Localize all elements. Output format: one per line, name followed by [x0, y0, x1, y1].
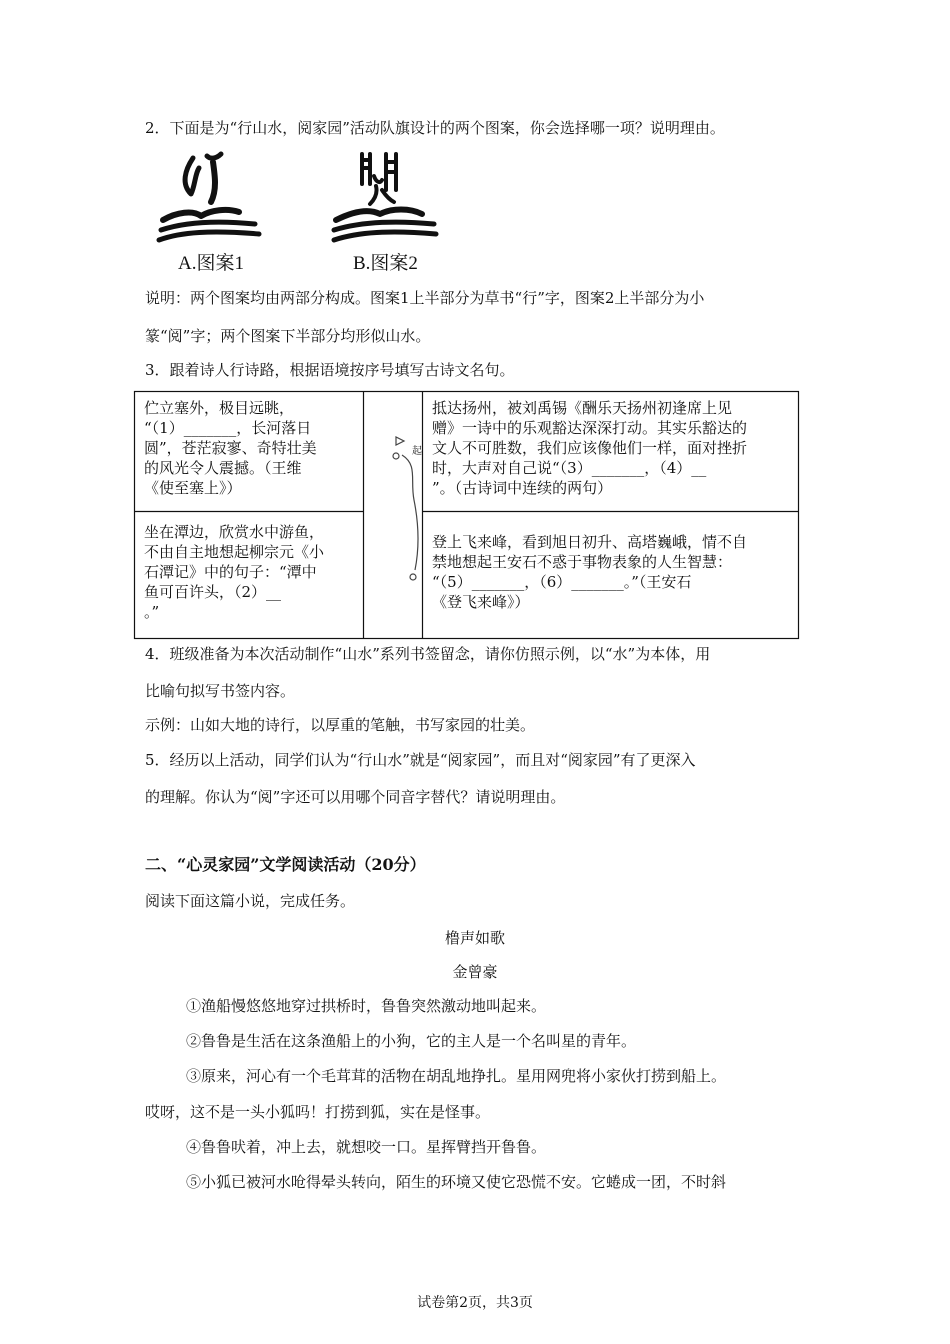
table-cell-2: 抵达扬州，被刘禹锡《酬乐天扬州初逢席上见 赠》一诗中的乐观豁达深深打动。其实乐豁达的 文人不可胜数，我们应该像他们一样，面对挫折 时，大声对自己说“（3）_______，（4）__ ”。（古诗词中连续的两句） [432, 399, 748, 497]
route-map-icon [393, 437, 418, 580]
story-paragraph-2: ②鲁鲁是生活在这条渔船上的小狗，它的主人是一个名叫星的青年。 [186, 1032, 637, 1050]
q2-text: 2．下面是为“行山水，阅家园”活动队旗设计的两个图案，你会选择哪一项？说明理由。 [145, 119, 725, 137]
story-paragraph-1: ①渔船慢悠悠地穿过拱桥时，鲁鲁突然激动地叫起来。 [186, 997, 547, 1015]
section-2-intro: 阅读下面这篇小说，完成任务。 [145, 892, 356, 910]
story-author: 金曾豪 [452, 963, 498, 981]
q4-line1: 4．班级准备为本次活动制作“山水”系列书签留念，请你仿照示例，以“水”为本体，用 [145, 645, 711, 663]
table-cell-3: 坐在潭边，欣赏水中游鱼， 不由自主地想起柳宗元《小 石潭记》中的句子：“潭中 鱼可百许头，（2）__ 。” [144, 523, 325, 621]
q4-line2: 比喻句拟写书签内容。 [145, 682, 296, 700]
q5-line2: 的理解。你认为“阅”字还可以用哪个同音字替代？请说明理由。 [145, 788, 566, 806]
story-paragraph-4: ④鲁鲁吠着，冲上去，就想咬一口。星挥臂挡开鲁鲁。 [186, 1138, 547, 1156]
q2-explain-line1: 说明：两个图案均由两部分构成。图案1上半部分为草书“行”字，图案2上半部分为小 [145, 289, 705, 307]
pattern-b-label: B.图案2 [353, 253, 418, 274]
table-cell-1: 伫立塞外，极目远眺， “（1）_______，长河落日 圆”，苍茫寂寥、奇特壮美 的风光令人震撼。（王维 《使至塞上》） [144, 399, 317, 497]
pattern-a-label: A.图案1 [178, 253, 244, 274]
story-paragraph-3-cont: 哎呀，这不是一头小狐吗！打捞到狐，实在是怪事。 [145, 1103, 491, 1121]
q2-explain-line2: 篆“阅”字；两个图案下半部分均形似山水。 [145, 327, 431, 345]
q3-text: 3．跟着诗人行诗路，根据语境按序号填写古诗文名句。 [145, 361, 515, 379]
section-2-heading: 二、“心灵家园”文学阅读活动（20分） [145, 855, 426, 874]
page-footer: 试卷第2页，共3页 [417, 1295, 533, 1311]
story-title: 橹声如歌 [444, 929, 505, 947]
route-start-label: 起 [412, 446, 422, 457]
story-paragraph-5: ⑤小狐已被河水呛得晕头转向，陌生的环境又使它恐慌不安。它蜷成一团，不时斜 [186, 1173, 727, 1191]
story-paragraph-3: ③原来，河心有一个毛茸茸的活物在胡乱地挣扎。星用网兜将小家伙打捞到船上。 [186, 1067, 727, 1085]
table-cell-4: 登上飞来峰，看到旭日初升、高塔巍峨，情不自 禁地想起王安石不惑于事物表象的人生智慧： “（5）_______，（6）_______。”（王安石 《登飞来峰》） [432, 533, 748, 611]
q4-example: 示例：山如大地的诗行，以厚重的笔触，书写家园的壮美。 [145, 716, 536, 734]
q5-line1: 5．经历以上活动，同学们认为“行山水”就是“阅家园”，而且对“阅家园”有了更深入 [145, 751, 696, 769]
